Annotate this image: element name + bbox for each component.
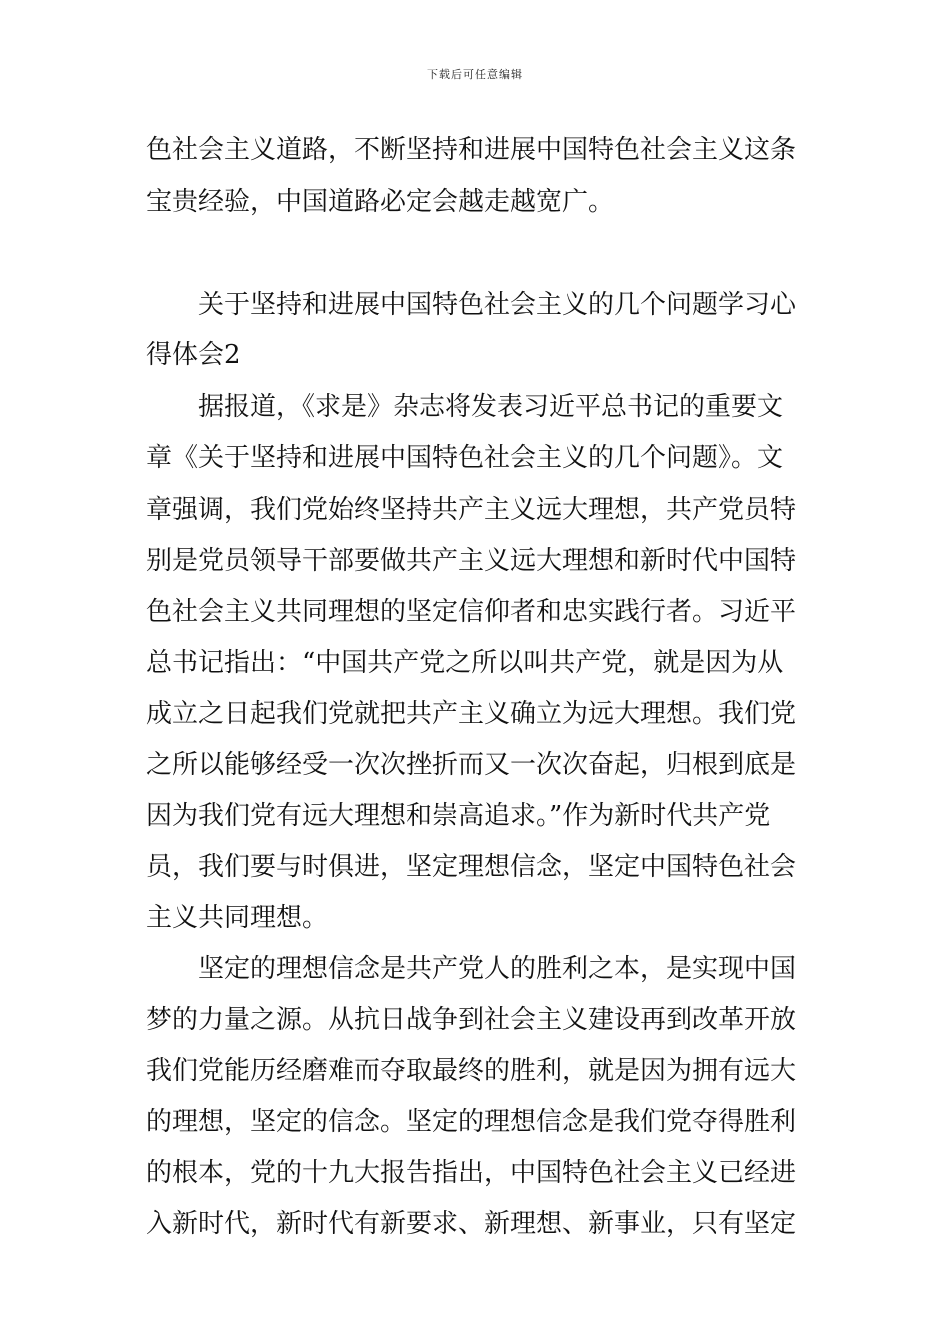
section-heading-line: 关于坚持和进展中国特色社会主义的几个问题学习心 (198, 290, 797, 320)
text-line: 我们党能历经磨难而夺取最终的胜利，就是因为拥有远大 (146, 1056, 797, 1086)
text-line: 的理想，坚定的信念。坚定的理想信念是我们党夺得胜利 (146, 1107, 797, 1137)
text-line: 宝贵经验，中国道路必定会越走越宽广。 (146, 187, 615, 217)
text-line: 总书记指出：“中国共产党之所以叫共产党，就是因为从 (146, 648, 784, 678)
text-line: 色社会主义共同理想的坚定信仰者和忠实践行者。习近平 (146, 597, 797, 627)
text-line: 入新时代，新时代有新要求、新理想、新事业，只有坚定 (146, 1209, 797, 1239)
text-line: 章《关于坚持和进展中国特色社会主义的几个问题》。文 (146, 443, 784, 473)
text-line: 的根本，党的十九大报告指出，中国特色社会主义已经进 (146, 1158, 797, 1188)
text-line: 员，我们要与时俱进，坚定理想信念，坚定中国特色社会 (146, 852, 797, 882)
text-line: 色社会主义道路，不断坚持和进展中国特色社会主义这条 (146, 135, 797, 165)
text-line: 之所以能够经受一次次挫折而又一次次奋起，归根到底是 (146, 750, 797, 780)
text-line: 因为我们党有远大理想和崇高追求。”作为新时代共产党 (146, 801, 771, 831)
text-line: 主义共同理想。 (146, 903, 329, 933)
text-line: 章强调，我们党始终坚持共产主义远大理想，共产党员特 (146, 495, 797, 525)
text-line: 坚定的理想信念是共产党人的胜利之本，是实现中国 (198, 954, 797, 984)
text-line: 别是党员领导干部要做共产主义远大理想和新时代中国特 (146, 546, 797, 576)
text-line: 据报道，《求是》杂志将发表习近平总书记的重要文 (198, 392, 784, 422)
text-line: 梦的力量之源。从抗日战争到社会主义建设再到改革开放 (146, 1005, 797, 1035)
text-line: 成立之日起我们党就把共产主义确立为远大理想。我们党 (146, 699, 797, 729)
section-heading-line: 得体会2 (146, 340, 241, 370)
page-header-note: 下载后可任意编辑 (427, 68, 523, 81)
